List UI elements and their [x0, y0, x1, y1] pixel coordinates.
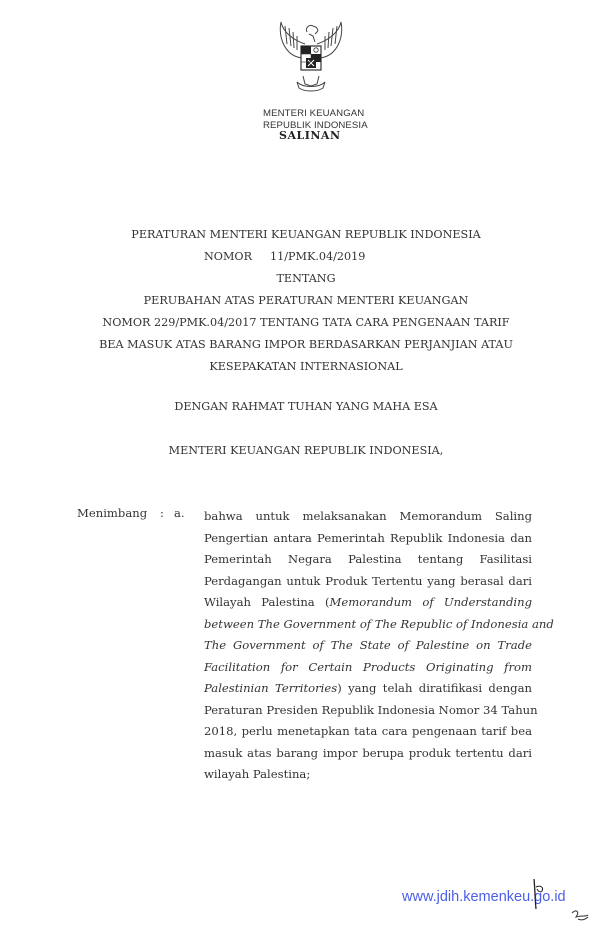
garuda-emblem-icon — [275, 18, 347, 98]
text-plain: Wilayah Palestina ( — [204, 595, 330, 609]
jdih-url-link[interactable]: www.jdih.kemenkeu.go.id — [402, 889, 566, 905]
text-line — [204, 614, 554, 636]
text-italic: between The Government of The Republic of Indonesia and — [204, 616, 554, 631]
text-line: Pengertian antara Pemerintah Republik Indonesia dan — [204, 530, 532, 545]
text-line: 2018, perlu menetapkan tata cara pengenaan tarif bea — [204, 724, 532, 738]
text-plain: ) yang telah diratifikasi dengan — [337, 681, 532, 695]
nomor-label: NOMOR — [204, 250, 253, 263]
menimbang-label: Menimbang — [77, 506, 148, 520]
ministry-name-line1: MENTERI KEUANGAN — [263, 108, 365, 119]
subject-line-2: NOMOR 229/PMK.04/2017 TENTANG TATA CARA PENGENAAN TARIF — [102, 316, 510, 329]
text-line — [204, 592, 532, 614]
subject-line-1: PERUBAHAN ATAS PERATURAN MENTERI KEUANGAN — [143, 294, 469, 307]
text-line: Perdagangan untuk Produk Tertentu yang berasal dari — [204, 573, 532, 588]
issuer: MENTERI KEUANGAN REPUBLIK INDONESIA, — [168, 444, 444, 457]
text-line: masuk atas barang impor berupa produk tertentu dari — [204, 745, 532, 760]
regulation-title: PERATURAN MENTERI KEUANGAN REPUBLIK INDONESIA — [131, 228, 481, 241]
invocation: DENGAN RAHMAT TUHAN YANG MAHA ESA — [174, 400, 438, 413]
text-line — [204, 657, 532, 679]
text-italic: The Government of The State of Palestine on Trade — [204, 638, 532, 652]
paraf-signature-icon — [530, 875, 600, 930]
text-line: bahwa untuk melaksanakan Memorandum Saling — [204, 509, 532, 523]
tentang-label: TENTANG — [276, 272, 336, 285]
text-italic: Facilitation for Certain Products Originating from — [204, 659, 532, 674]
text-line: Peraturan Presiden Republik Indonesia Nomor 34 Tahun — [204, 702, 538, 717]
item-letter-a: a. — [174, 506, 185, 520]
nomor-value: 11/PMK.04/2019 — [270, 250, 366, 263]
regulation-number — [204, 250, 365, 263]
text-italic: Palestinian Territories — [204, 681, 338, 695]
text-line — [204, 678, 532, 700]
menimbang-item-a-text — [204, 506, 554, 786]
text-italic: Memorandum of Understanding — [329, 595, 532, 609]
salinan-stamp: SALINAN — [279, 129, 341, 142]
menimbang-colon: : — [160, 506, 164, 520]
text-line: Pemerintah Negara Palestina tentang Fasilitasi — [204, 552, 532, 566]
ministry-name-line2: REPUBLIK INDONESIA — [263, 120, 368, 131]
subject-line-3: BEA MASUK ATAS BARANG IMPOR BERDASARKAN PERJANJIAN ATAU — [99, 338, 513, 351]
text-line: wilayah Palestina; — [204, 767, 311, 781]
subject-line-4: KESEPAKATAN INTERNASIONAL — [209, 360, 403, 373]
text-line — [204, 635, 532, 657]
